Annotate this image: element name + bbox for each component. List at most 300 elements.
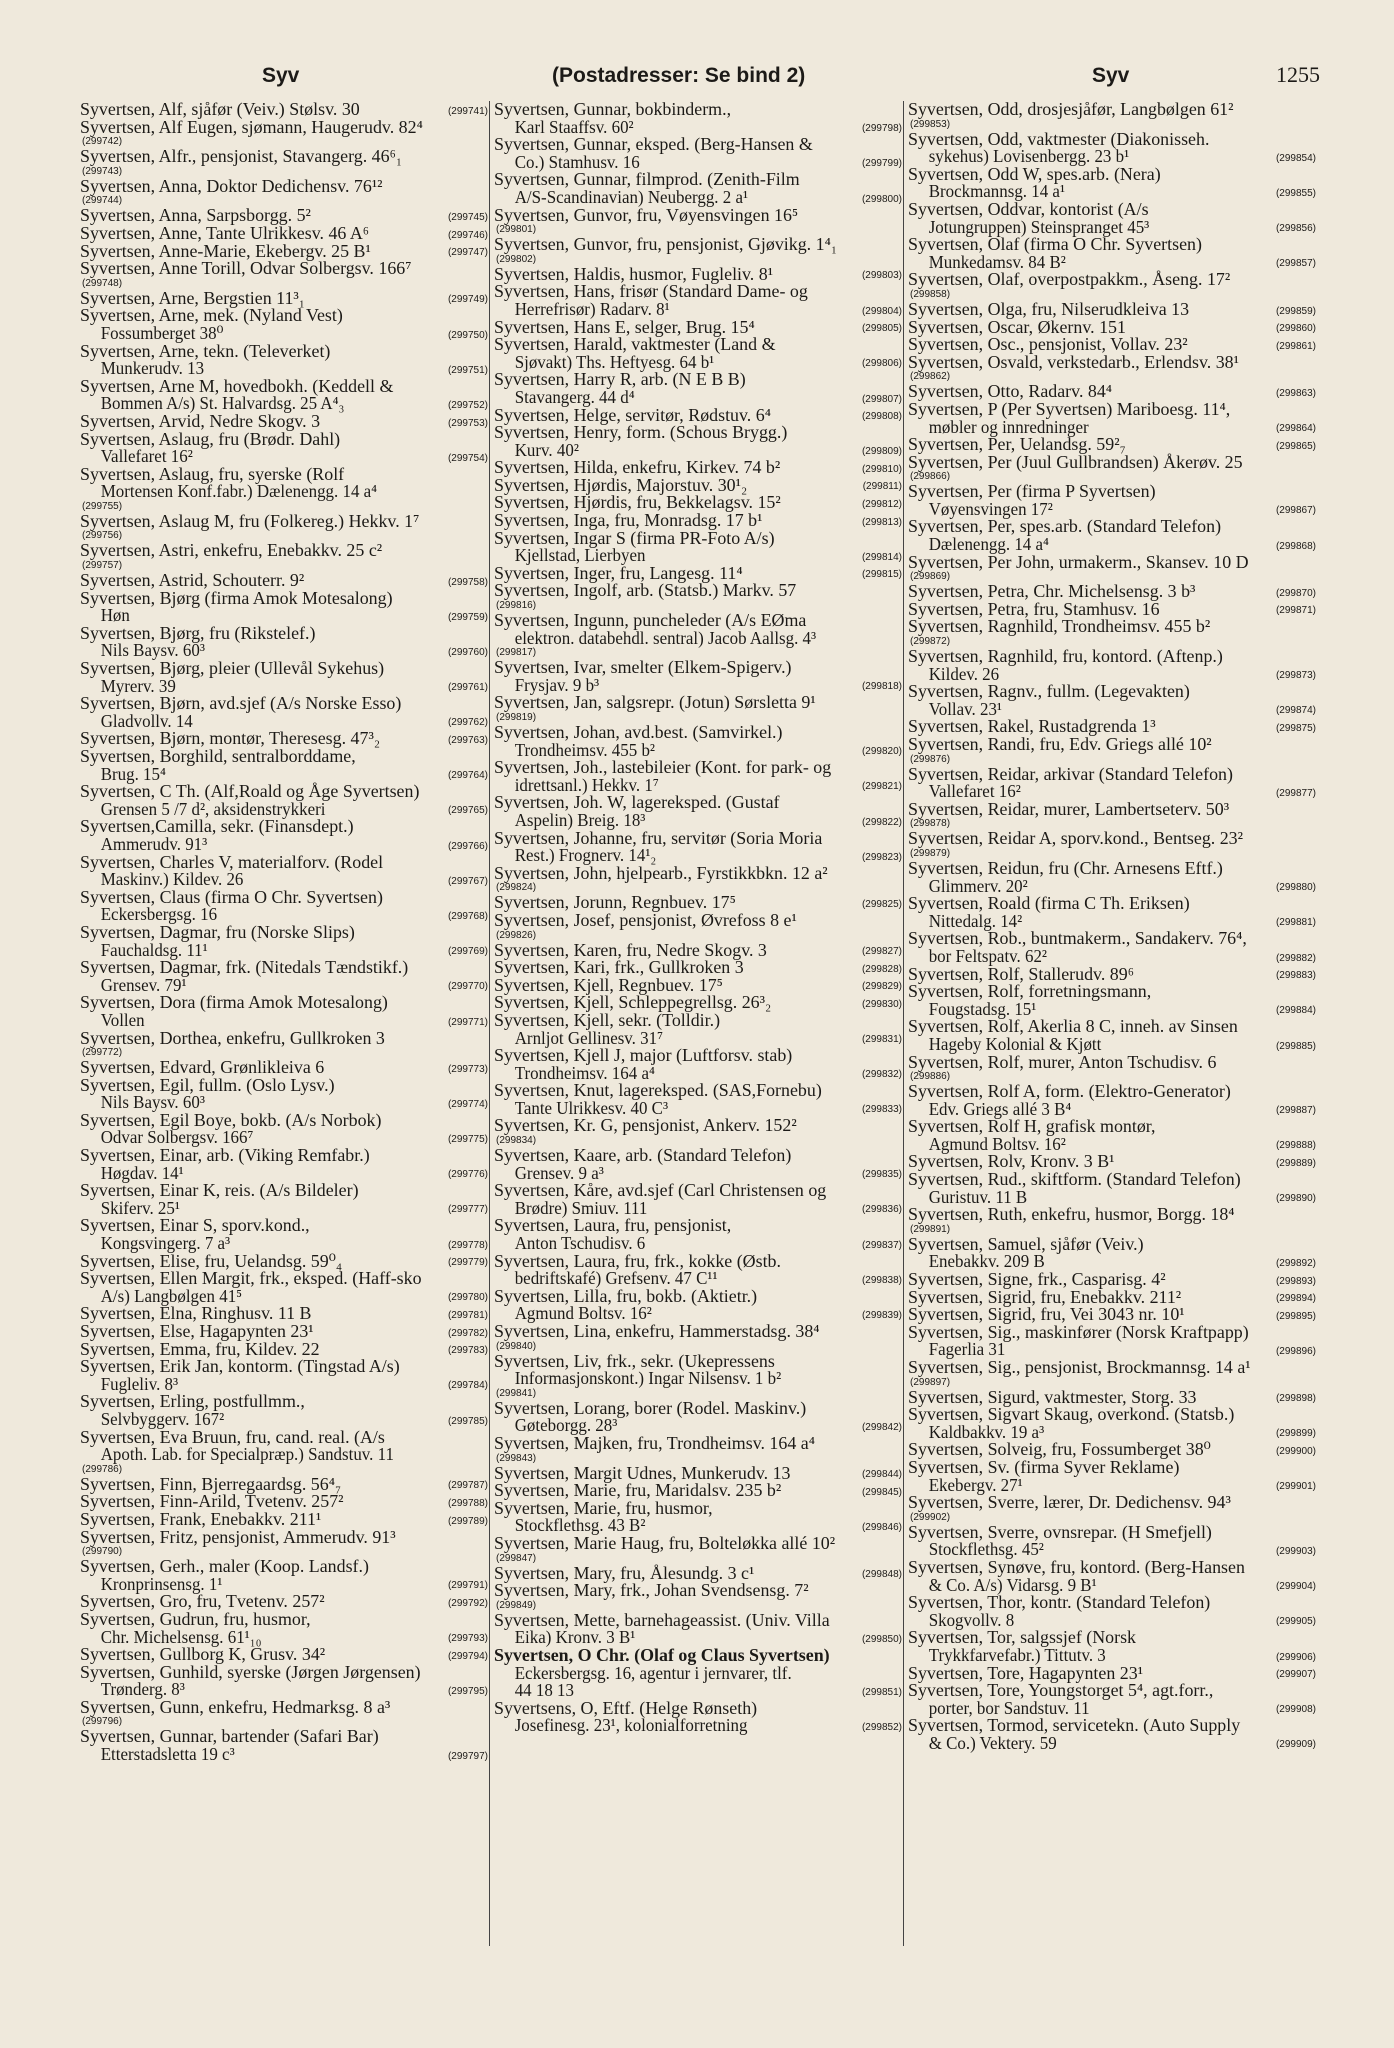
entry-number: (299895) bbox=[1275, 1310, 1316, 1322]
entry-number: (299791) bbox=[447, 1580, 488, 1592]
entry-number: (299825) bbox=[861, 898, 902, 910]
entry-number: (299876) bbox=[910, 753, 951, 765]
entry-name-line: Syvertsen, Hjørdis, fru, Bekkelagsv. 15² bbox=[494, 492, 781, 513]
entry-name-line: Syvertsens, O, Eftf. (Helge Rønseth) bbox=[494, 1697, 758, 1718]
entry-name-line: Syvertsen, Arne, mek. (Nyland Vest) bbox=[80, 305, 343, 326]
entry-name-line: Syvertsen, Harry R, arb. (N E B B) bbox=[494, 369, 746, 390]
entry-number: (299801) bbox=[496, 224, 537, 236]
entry-number: (299884) bbox=[1275, 1005, 1316, 1017]
entry-name-line: Syvertsen, Sig., pensjonist, Brockmannsg. 14 a¹ bbox=[908, 1357, 1251, 1377]
entry-name-line: Syvertsen, Frank, Enebakkv. 211¹ bbox=[80, 1508, 322, 1529]
directory-entry bbox=[494, 1117, 902, 1147]
directory-entry bbox=[80, 994, 488, 1029]
entry-name-line: Syvertsen, Kjell, Schleppegrellsg. 26³₂ bbox=[494, 992, 772, 1013]
entry-name-line: Syvertsen, Arvid, Nedre Skogv. 3 bbox=[80, 410, 321, 431]
entry-number: (299749) bbox=[447, 294, 488, 306]
entry-name-line: Syvertsen, Laura, fru, pensjonist, bbox=[494, 1215, 732, 1236]
entry-name-line: Syvertsen, Alf Eugen, sjømann, Haugerudv. 82⁴ bbox=[80, 116, 423, 137]
entry-name-line: Syvertsen, Thor, kontr. (Standard Telefon) bbox=[908, 1592, 1211, 1613]
entry-number: (299827) bbox=[861, 946, 902, 958]
entry-number: (299891) bbox=[910, 1223, 951, 1235]
entry-number: (299780) bbox=[447, 1292, 488, 1304]
entry-name-line: Syvertsen, Otto, Radarv. 84⁴ bbox=[908, 381, 1113, 402]
entry-name-line: Syvertsen, Erling, postfullmm., bbox=[80, 1391, 305, 1412]
entry-number: (299862) bbox=[910, 371, 951, 383]
entry-number: (299857) bbox=[1275, 258, 1316, 270]
entry-name-line: Syvertsen, Ingunn, puncheleder (A/s EØma bbox=[494, 610, 807, 631]
entry-address-line: Eckersbergsg. 16, agentur i jernvarer, tlf. bbox=[514, 1662, 792, 1683]
entry-number: (299908) bbox=[1275, 1704, 1316, 1716]
entry-name-line: Syvertsen, Per, Uelandsg. 59²₇ bbox=[908, 434, 1126, 455]
entry-number: (299775) bbox=[447, 1134, 488, 1146]
entry-number: (299764) bbox=[447, 770, 488, 782]
entry-number: (299790) bbox=[82, 1546, 123, 1558]
entry-name-line: Syvertsen, Per, spes.arb. (Standard Telefon) bbox=[908, 516, 1222, 537]
entry-address-line: Stavangerg. 44 d⁴ bbox=[514, 386, 635, 407]
entry-name-line: Syvertsen, Dagmar, fru (Norske Slips) bbox=[80, 921, 355, 942]
entry-name-line: Syvertsen, Rud., skiftform. (Standard Telefon) bbox=[908, 1169, 1241, 1190]
entry-number: (299842) bbox=[861, 1421, 902, 1433]
entry-number: (299773) bbox=[447, 1063, 488, 1075]
directory-entry bbox=[80, 340, 488, 379]
directory-entry bbox=[908, 1233, 1316, 1272]
entry-number: (299811) bbox=[862, 481, 902, 493]
entry-name-line: Syvertsen, Anne Torill, Odvar Solbergsv. 166⁷ bbox=[80, 258, 412, 279]
directory-entry bbox=[494, 659, 902, 694]
entry-number: (299763) bbox=[447, 735, 488, 746]
entry-name-line: Syvertsen, Astrid, Schouterr. 9² bbox=[80, 570, 305, 591]
directory-entry bbox=[494, 1182, 902, 1217]
entry-name-line: Syvertsen, Bjørg, pleier (Ullevål Sykehus) bbox=[80, 658, 385, 679]
directory-entry bbox=[908, 857, 1316, 896]
entry-name-line: Syvertsen, Oddvar, kontorist (A/s bbox=[908, 198, 1149, 219]
entry-address-line: Informasjonskont.) Ingar Nilsensv. 1 b² bbox=[514, 1368, 782, 1389]
entry-address-line: Kronprinsensg. 1¹ bbox=[100, 1573, 223, 1594]
entry-address-line: Vallefaret 16² bbox=[928, 781, 1021, 802]
entry-number: (299885) bbox=[1275, 1040, 1316, 1052]
entry-name-line: Syvertsen, Sigrid, fru, Vei 3043 nr. 10¹ bbox=[908, 1304, 1185, 1325]
column-divider bbox=[489, 101, 490, 1946]
entry-name-line: Syvertsen, Reidar, murer, Lambertseterv. 50³ bbox=[908, 798, 1230, 819]
entry-name-line: Syvertsen, Bjørn, avd.sjef (A/s Norske Esso) bbox=[80, 693, 402, 714]
entry-number: (299824) bbox=[496, 882, 537, 894]
directory-entry bbox=[908, 1321, 1316, 1360]
entry-number: (299830) bbox=[861, 998, 902, 1010]
entry-address-line: Munkerudv. 13 bbox=[100, 358, 205, 379]
entry-name-line: Syvertsen, Odd, drosjesjåfør, Langbølgen 61² bbox=[908, 99, 1234, 119]
entry-name-line: Syvertsen, Per John, urmakerm., Skansev. 10 D bbox=[908, 551, 1249, 572]
entry-address-line: Fugleliv. 8³ bbox=[100, 1373, 179, 1394]
entry-number: (299882) bbox=[1275, 952, 1316, 964]
directory-entry bbox=[908, 451, 1316, 484]
entry-address-line: Karl Staaffsv. 60² bbox=[514, 116, 634, 137]
entry-number: (299805) bbox=[861, 323, 902, 335]
directory-entry bbox=[80, 1217, 488, 1252]
entry-number: (299767) bbox=[447, 875, 488, 887]
entry-number: (299890) bbox=[1275, 1193, 1316, 1205]
entry-name-line: Syvertsen, Joh., lastebileier (Kont. for park- og bbox=[494, 757, 832, 778]
entry-number: (299816) bbox=[496, 600, 537, 612]
entry-name-line: Syvertsen, Kr. G, pensjonist, Ankerv. 152² bbox=[494, 1115, 797, 1136]
entry-number: (299859) bbox=[1275, 305, 1316, 317]
entry-name-line: Syvertsen, Marie, fru, Maridalsv. 235 b² bbox=[494, 1480, 782, 1501]
entry-name-line: Syvertsen, Arne M, hovedbokh. (Keddell & bbox=[80, 375, 394, 396]
entry-number: (299850) bbox=[861, 1633, 902, 1645]
entry-address-line: Fougstadsg. 15¹ bbox=[928, 998, 1037, 1019]
directory-entry bbox=[908, 351, 1316, 384]
entry-number: (299838) bbox=[861, 1274, 902, 1286]
entry-name-line: Syvertsen, Charles V, materialforv. (Rodel bbox=[80, 851, 384, 872]
entry-number: (299787) bbox=[447, 1480, 488, 1492]
entry-name-line: Syvertsen, Haldis, husmor, Fugleliv. 8¹ bbox=[494, 263, 774, 284]
entry-address-line: Eckersbergsg. 16 bbox=[100, 904, 218, 925]
entry-number: (299880) bbox=[1275, 882, 1316, 894]
entry-name-line: Syvertsen, Liv, frk., sekr. (Ukepressens bbox=[494, 1350, 775, 1371]
directory-entry bbox=[80, 959, 488, 994]
entry-name-line: Syvertsen, Rakel, Rustadgrenda 1³ bbox=[908, 716, 1156, 737]
entry-number: (299819) bbox=[496, 712, 537, 723]
entry-number: (299759) bbox=[447, 611, 488, 623]
entry-name-line: Syvertsen, Ellen Margit, frk., eksped. (Haff-sko bbox=[80, 1268, 422, 1289]
entry-name-line: Syvertsen, Tore, Youngstorget 5⁴, agt.forr., bbox=[908, 1680, 1214, 1701]
entry-number: (299797) bbox=[447, 1750, 488, 1762]
entry-address-line: Aspelin) Breig. 18³ bbox=[514, 809, 646, 830]
entry-number: (299867) bbox=[1275, 505, 1316, 517]
entry-name-line: Syvertsen, Astri, enkefru, Enebakkv. 25 c² bbox=[80, 540, 383, 561]
entry-number: (299888) bbox=[1275, 1140, 1316, 1152]
directory-entry bbox=[80, 175, 488, 208]
entry-address-line: Skogvollv. 8 bbox=[928, 1609, 1015, 1630]
entry-name-line: Syvertsen, Rolf, Akerlia 8 C, inneh. av Sinsen bbox=[908, 1016, 1238, 1037]
entry-name-line: Syvertsen, Dagmar, frk. (Nitedals Tændstikf.) bbox=[80, 957, 409, 978]
entry-address-line: Nils Baysv. 60³ bbox=[100, 1092, 205, 1113]
directory-entry bbox=[908, 1118, 1316, 1153]
entry-name-line: Syvertsen, Synøve, fru, kontord. (Berg-Hansen bbox=[908, 1556, 1245, 1577]
directory-entry bbox=[80, 116, 488, 149]
entry-number: (299755) bbox=[82, 500, 123, 512]
entry-number: (299849) bbox=[496, 1599, 537, 1611]
entry-name-line: Syvertsen, Hjørdis, Majorstuv. 30¹₂ bbox=[494, 474, 748, 495]
directory-entry bbox=[908, 198, 1316, 237]
entry-name-line: Syvertsen, Aslaug, fru, syerske (Rolf bbox=[80, 463, 345, 484]
entry-name-line: Syvertsen, Kari, frk., Gullkroken 3 bbox=[494, 957, 744, 978]
entry-address-line: Ekebergv. 27¹ bbox=[928, 1474, 1023, 1495]
directory-entry bbox=[80, 660, 488, 695]
entry-number: (299899) bbox=[1275, 1428, 1316, 1440]
entry-address-line: Co.) Stamhusv. 16 bbox=[514, 151, 640, 172]
entry-number: (299806) bbox=[861, 358, 902, 370]
entry-number: (299865) bbox=[1275, 440, 1316, 452]
entry-number: (299897) bbox=[910, 1376, 951, 1388]
entry-number: (299804) bbox=[861, 305, 902, 317]
entry-name-line: Syvertsen, Arne, tekn. (Televerket) bbox=[80, 340, 331, 361]
directory-entry bbox=[494, 1697, 902, 1736]
entry-name-line: Syvertsen, Randi, fru, Edv. Griegs allé 10² bbox=[908, 734, 1212, 754]
entry-address-line: A/s) Langbølgen 41⁵ bbox=[100, 1285, 243, 1306]
directory-entry bbox=[80, 921, 488, 960]
entry-address-line: Trønderg. 8³ bbox=[100, 1679, 185, 1700]
entry-name-line: Syvertsen, Josef, pensjonist, Øvrefoss 8 e¹ bbox=[494, 909, 797, 930]
directory-entry bbox=[908, 1594, 1316, 1629]
entry-number: (299903) bbox=[1275, 1545, 1316, 1557]
entry-number: (299777) bbox=[447, 1204, 488, 1216]
entry-number: (299834) bbox=[496, 1135, 537, 1147]
directory-entry bbox=[80, 851, 488, 890]
entry-number: (299866) bbox=[910, 471, 951, 483]
entry-address-line: Fauchaldsg. 11¹ bbox=[100, 939, 208, 960]
directory-entry bbox=[80, 1526, 488, 1559]
entry-name-line: Syvertsen, P (Per Syvertsen) Mariboesg. 11⁴, bbox=[908, 398, 1231, 419]
entry-name-line: Syvertsen, Kåre, avd.sjef (Carl Christensen og bbox=[494, 1180, 827, 1201]
entry-address-line: Fagerlia 31 bbox=[928, 1339, 1006, 1360]
directory-entry bbox=[80, 542, 488, 572]
entry-number: (299855) bbox=[1275, 187, 1316, 199]
entry-address-line: Brockmannsg. 14 a¹ bbox=[928, 181, 1066, 202]
entry-name-line: Syvertsen, Lilla, fru, bokb. (Aktietr.) bbox=[494, 1285, 758, 1306]
entry-name-line: Syvertsen, Tormod, servicetekn. (Auto Supply bbox=[908, 1715, 1241, 1736]
entry-number: (299871) bbox=[1275, 605, 1316, 617]
directory-entry bbox=[908, 736, 1316, 766]
entry-name-line: Syvertsen, Samuel, sjåfør (Veiv.) bbox=[908, 1233, 1144, 1254]
entry-address-line: Stockflethsg. 45² bbox=[928, 1539, 1044, 1560]
entry-name-line: Syvertsen, Bjørg, fru (Rikstelef.) bbox=[80, 622, 316, 643]
entry-address-line: Glimmerv. 20² bbox=[928, 875, 1028, 896]
directory-entry bbox=[494, 582, 902, 612]
directory-entry bbox=[908, 683, 1316, 718]
entry-number: (299815) bbox=[861, 569, 902, 581]
entry-address-line: møbler og innredninger bbox=[928, 416, 1089, 437]
directory-entry bbox=[494, 1432, 902, 1465]
entry-number: (299854) bbox=[1275, 152, 1316, 164]
entry-name-line: Syvertsen, Majken, fru, Trondheimsv. 164 a⁴ bbox=[494, 1432, 815, 1453]
directory-entry bbox=[494, 1217, 902, 1252]
entry-name-line: Syvertsen, Marie, fru, husmor, bbox=[494, 1497, 713, 1518]
directory-entry bbox=[80, 587, 488, 626]
directory-entry bbox=[80, 1027, 488, 1060]
entry-name-line: Syvertsen, Kjell, sekr. (Tolldir.) bbox=[494, 1009, 721, 1030]
entry-name-line: Syvertsen, Sv. (firma Syver Reklame) bbox=[908, 1456, 1180, 1477]
entry-name-line: Syvertsen, Gunn, enkefru, Hedmarksg. 8 a³ bbox=[80, 1696, 391, 1717]
directory-entry bbox=[80, 1608, 488, 1647]
entry-name-line: Syvertsen, Kaare, arb. (Standard Telefon) bbox=[494, 1145, 792, 1166]
entry-name-line: Syvertsen, Osvald, verkstedarb., Erlendsv. 38¹ bbox=[908, 351, 1240, 372]
entry-number: (299785) bbox=[447, 1415, 488, 1427]
entry-address-line: Trondheimsv. 455 b² bbox=[514, 739, 655, 760]
directory-entry bbox=[908, 1682, 1316, 1717]
directory-entry bbox=[908, 236, 1316, 271]
entry-number: (299826) bbox=[496, 929, 537, 941]
entry-address-line: Nittedalg. 14² bbox=[928, 910, 1023, 931]
entry-name-line: Syvertsen, Ingar S (firma PR-Foto A/s) bbox=[494, 527, 775, 548]
entry-number: (299744) bbox=[82, 195, 123, 207]
entry-name-line: Syvertsen, Bjørn, montør, Theresesg. 47³₂ bbox=[80, 728, 381, 749]
entry-name-line: Syvertsen, Rolf, murer, Anton Tschudisv. 6 bbox=[908, 1051, 1217, 1072]
entry-address-line: Nils Baysv. 60³ bbox=[100, 640, 205, 661]
directory-entry bbox=[908, 398, 1316, 437]
entry-name-line: Syvertsen, Margit Udnes, Munkerudv. 13 bbox=[494, 1462, 791, 1483]
entry-number: (299869) bbox=[910, 571, 951, 583]
entry-address-line: & Co. A/s) Vidarsg. 9 B¹ bbox=[928, 1574, 1097, 1595]
entry-name-line: Syvertsen, Bjørg (firma Amok Motesalong) bbox=[80, 587, 393, 608]
directory-entry bbox=[908, 930, 1316, 965]
running-head-center: (Postadresser: Se bind 2) bbox=[552, 64, 806, 87]
directory-entry bbox=[908, 1051, 1316, 1084]
entry-number: (299877) bbox=[1275, 787, 1316, 799]
entry-number: (299831) bbox=[861, 1034, 902, 1046]
directory-entry bbox=[494, 101, 902, 136]
entry-number: (299802) bbox=[496, 253, 537, 265]
directory-entry bbox=[80, 1358, 488, 1393]
directory-entry bbox=[80, 1074, 488, 1113]
entry-number: (299808) bbox=[861, 411, 902, 423]
entry-number: (299788) bbox=[447, 1497, 488, 1509]
entry-number: (299875) bbox=[1275, 723, 1316, 734]
entry-number: (299800) bbox=[861, 193, 902, 205]
entry-name-line: Syvertsen, Sverre, ovnsrepar. (H Smefjell) bbox=[908, 1521, 1212, 1542]
directory-entry bbox=[494, 424, 902, 459]
entry-name-line: Syvertsen, Solveig, fru, Fossumberget 38⁰ bbox=[908, 1439, 1211, 1460]
directory-entry bbox=[494, 612, 902, 659]
entry-number: (299812) bbox=[861, 499, 902, 511]
entry-name-line: Syvertsen, Olaf, overpostpakkm., Åseng. 17² bbox=[908, 269, 1231, 290]
entry-name-line: Syvertsen, Rolf A, form. (Elektro-Generator) bbox=[908, 1081, 1231, 1102]
entry-address-line: Etterstadsletta 19 c³ bbox=[100, 1744, 235, 1765]
entry-name-line: Syvertsen, Rob., buntmakerm., Sandakerv. 76⁴, bbox=[908, 928, 1247, 949]
directory-entry bbox=[494, 1082, 902, 1117]
entry-name-line: Syvertsen, Osc., pensjonist, Vollav. 23² bbox=[908, 334, 1188, 355]
directory-entry bbox=[908, 163, 1316, 202]
entry-number: (299883) bbox=[1275, 970, 1316, 982]
entry-address-line: Kurv. 40² bbox=[514, 439, 579, 460]
entry-name-line: Syvertsen, Ruth, enkefru, husmor, Borgg. 18⁴ bbox=[908, 1204, 1235, 1225]
entry-address-line: Dælenengg. 14 a⁴ bbox=[928, 534, 1049, 555]
entry-address-line: Odvar Solbergsv. 166⁷ bbox=[100, 1127, 254, 1148]
entry-name-line: Syvertsen, Anna, Doktor Dedichensv. 76¹² bbox=[80, 175, 383, 196]
entry-number: (299851) bbox=[861, 1686, 902, 1698]
directory-entry bbox=[908, 1717, 1316, 1752]
entry-name-line: Syvertsen, Harald, vaktmester (Land & bbox=[494, 334, 776, 355]
entry-name-line: Syvertsen, Aslaug, fru (Brødr. Dahl) bbox=[80, 428, 341, 449]
entry-name-line: Syvertsen, Dorthea, enkefru, Gullkroken 3 bbox=[80, 1027, 385, 1048]
entry-address-line: Ammerudv. 91³ bbox=[100, 833, 208, 854]
entry-name-line: Syvertsen, Elise, fru, Uelandsg. 59⁰₄ bbox=[80, 1250, 343, 1271]
directory-entry bbox=[80, 622, 488, 661]
entry-number: (299844) bbox=[861, 1469, 902, 1481]
entry-number: (299845) bbox=[861, 1486, 902, 1498]
directory-entry bbox=[494, 862, 902, 895]
entry-number: (299813) bbox=[861, 516, 902, 528]
entry-name-line: Syvertsen, Roald (firma C Th. Eriksen) bbox=[908, 893, 1190, 914]
entry-number: (299872) bbox=[910, 636, 951, 648]
entry-address-line: Vollen bbox=[100, 1009, 145, 1030]
entry-address-line: Chr. Michelsensg. 61¹₁₀ bbox=[100, 1626, 262, 1647]
entry-number: (299761) bbox=[447, 682, 488, 694]
entry-name-line: Syvertsen, Finn-Arild, Tvetenv. 257² bbox=[80, 1491, 344, 1512]
entry-name-line: Syvertsen, Hans, frisør (Standard Dame- og bbox=[494, 281, 808, 302]
entry-number: (299853) bbox=[910, 118, 951, 130]
entry-name-line: Syvertsen, Fritz, pensjonist, Ammerudv. 91³ bbox=[80, 1526, 396, 1547]
entry-name-line: Syvertsen, Rolv, Kronv. 3 B¹ bbox=[908, 1151, 1115, 1172]
directory-entry bbox=[494, 694, 902, 724]
entry-name-line: Syvertsen, Mary, frk., Johan Svendsensg. 7² bbox=[494, 1580, 809, 1601]
entry-number: (299909) bbox=[1275, 1739, 1316, 1751]
entry-number: (299832) bbox=[861, 1069, 902, 1081]
directory-entry bbox=[908, 518, 1316, 553]
entry-name-line: Syvertsen, Eva Bruun, fru, cand. real. (A/s bbox=[80, 1426, 385, 1447]
entry-name-line: Syvertsen, Gerh., maler (Koop. Landsf.) bbox=[80, 1556, 369, 1577]
entry-number: (299843) bbox=[496, 1452, 537, 1464]
directory-entry bbox=[80, 783, 488, 818]
directory-entry bbox=[908, 648, 1316, 683]
entry-address-line: elektron. databehdl. sentral) Jacob Aallsg. 4³ bbox=[514, 627, 817, 648]
entry-number: (299898) bbox=[1275, 1393, 1316, 1405]
entry-name-line: Syvertsen, Gunhild, syerske (Jørgen Jørgensen) bbox=[80, 1661, 421, 1682]
entry-number: (299902) bbox=[910, 1511, 951, 1523]
directory-entry bbox=[494, 1497, 902, 1536]
entry-name-line: Syvertsen, Dora (firma Amok Motesalong) bbox=[80, 992, 388, 1013]
entry-address-line: Gladvollv. 14 bbox=[100, 710, 193, 731]
entry-name-line: Syvertsen, Ivar, smelter (Elkem-Spigerv.) bbox=[494, 657, 792, 678]
entry-name-line: Syvertsen, Olga, fru, Nilserudkleiva 13 bbox=[908, 298, 1190, 319]
entry-number: (299864) bbox=[1275, 423, 1316, 435]
entry-name-line: Syvertsen, Ragnhild, fru, kontord. (Aftenp.) bbox=[908, 646, 1223, 667]
directory-entry bbox=[494, 204, 902, 237]
entry-address-line: Grensen 5 /7 d², aksidenstrykkeri bbox=[100, 798, 326, 819]
entry-address-line: Jotungruppen) Steinspranget 45³ bbox=[928, 216, 1150, 237]
entry-number: (299823) bbox=[861, 851, 902, 863]
entry-address-line: bedriftskafé) Grefsenv. 47 C¹¹ bbox=[514, 1268, 718, 1289]
entry-number: (299783) bbox=[447, 1345, 488, 1357]
directory-entry bbox=[908, 1521, 1316, 1560]
directory-entry bbox=[494, 1532, 902, 1565]
entry-name-line: Syvertsen, Egil Boye, bokb. (A/s Norbok) bbox=[80, 1109, 382, 1130]
entry-number: (299894) bbox=[1275, 1293, 1316, 1305]
entry-address-line: Trykkfarvefabr.) Tittutv. 3 bbox=[928, 1644, 1106, 1665]
entry-address-line: Høn bbox=[100, 605, 130, 626]
entry-address-line: Anton Tschudisv. 6 bbox=[514, 1233, 646, 1254]
entry-name-line: Syvertsen, Egil, fullm. (Oslo Lysv.) bbox=[80, 1074, 335, 1095]
directory-entry bbox=[494, 794, 902, 829]
entry-name-line: Syvertsen, Sig., maskinfører (Norsk Kraftpapp) bbox=[908, 1321, 1249, 1342]
entry-number: (299873) bbox=[1275, 670, 1316, 682]
entry-name-line: Syvertsen, Laura, fru, frk., kokke (Østb. bbox=[494, 1250, 781, 1271]
entry-number: (299887) bbox=[1275, 1105, 1316, 1117]
entry-name-line: Syvertsen, Einar S, sporv.kond., bbox=[80, 1215, 310, 1236]
entry-name-line: Syvertsen, Finn, Bjerregaardsg. 56⁴₇ bbox=[80, 1473, 342, 1494]
entry-number: (299757) bbox=[82, 560, 123, 572]
entry-address-line: Tante Ulrikkesv. 40 C³ bbox=[514, 1097, 669, 1118]
directory-column-2 bbox=[494, 101, 902, 1735]
entry-name-line: Syvertsen, Rolf H, grafisk montør, bbox=[908, 1116, 1156, 1137]
entry-name-line: Syvertsen, Claus (firma O Chr. Syvertsen) bbox=[80, 886, 383, 907]
entry-name-line: Syvertsen, Gunnar, filmprod. (Zenith-Film bbox=[494, 169, 800, 190]
entry-number: (299848) bbox=[861, 1569, 902, 1581]
running-head-right: Syv bbox=[1092, 64, 1130, 87]
entry-number: (299772) bbox=[82, 1047, 123, 1059]
entry-address-line: idrettsanl.) Hekkv. 1⁷ bbox=[514, 774, 659, 795]
entry-number: (299784) bbox=[447, 1380, 488, 1392]
directory-entry bbox=[908, 1629, 1316, 1664]
entry-number: (299907) bbox=[1275, 1669, 1316, 1681]
entry-name-line: Syvertsen, Ingolf, arb. (Statsb.) Markv. 57 bbox=[494, 580, 797, 601]
entry-address-line: Agmund Boltsv. 16² bbox=[928, 1133, 1066, 1154]
entry-number: (299751) bbox=[447, 364, 488, 376]
entry-name-line: Syvertsen,Camilla, sekr. (Finansdept.) bbox=[80, 816, 354, 837]
entry-name-line: Syvertsen, Gullborg K, Grusv. 34² bbox=[80, 1644, 326, 1665]
entry-address-line: Enebakkv. 209 B bbox=[928, 1251, 1045, 1272]
entry-number: (299839) bbox=[861, 1310, 902, 1321]
entry-number: (299756) bbox=[82, 530, 123, 542]
